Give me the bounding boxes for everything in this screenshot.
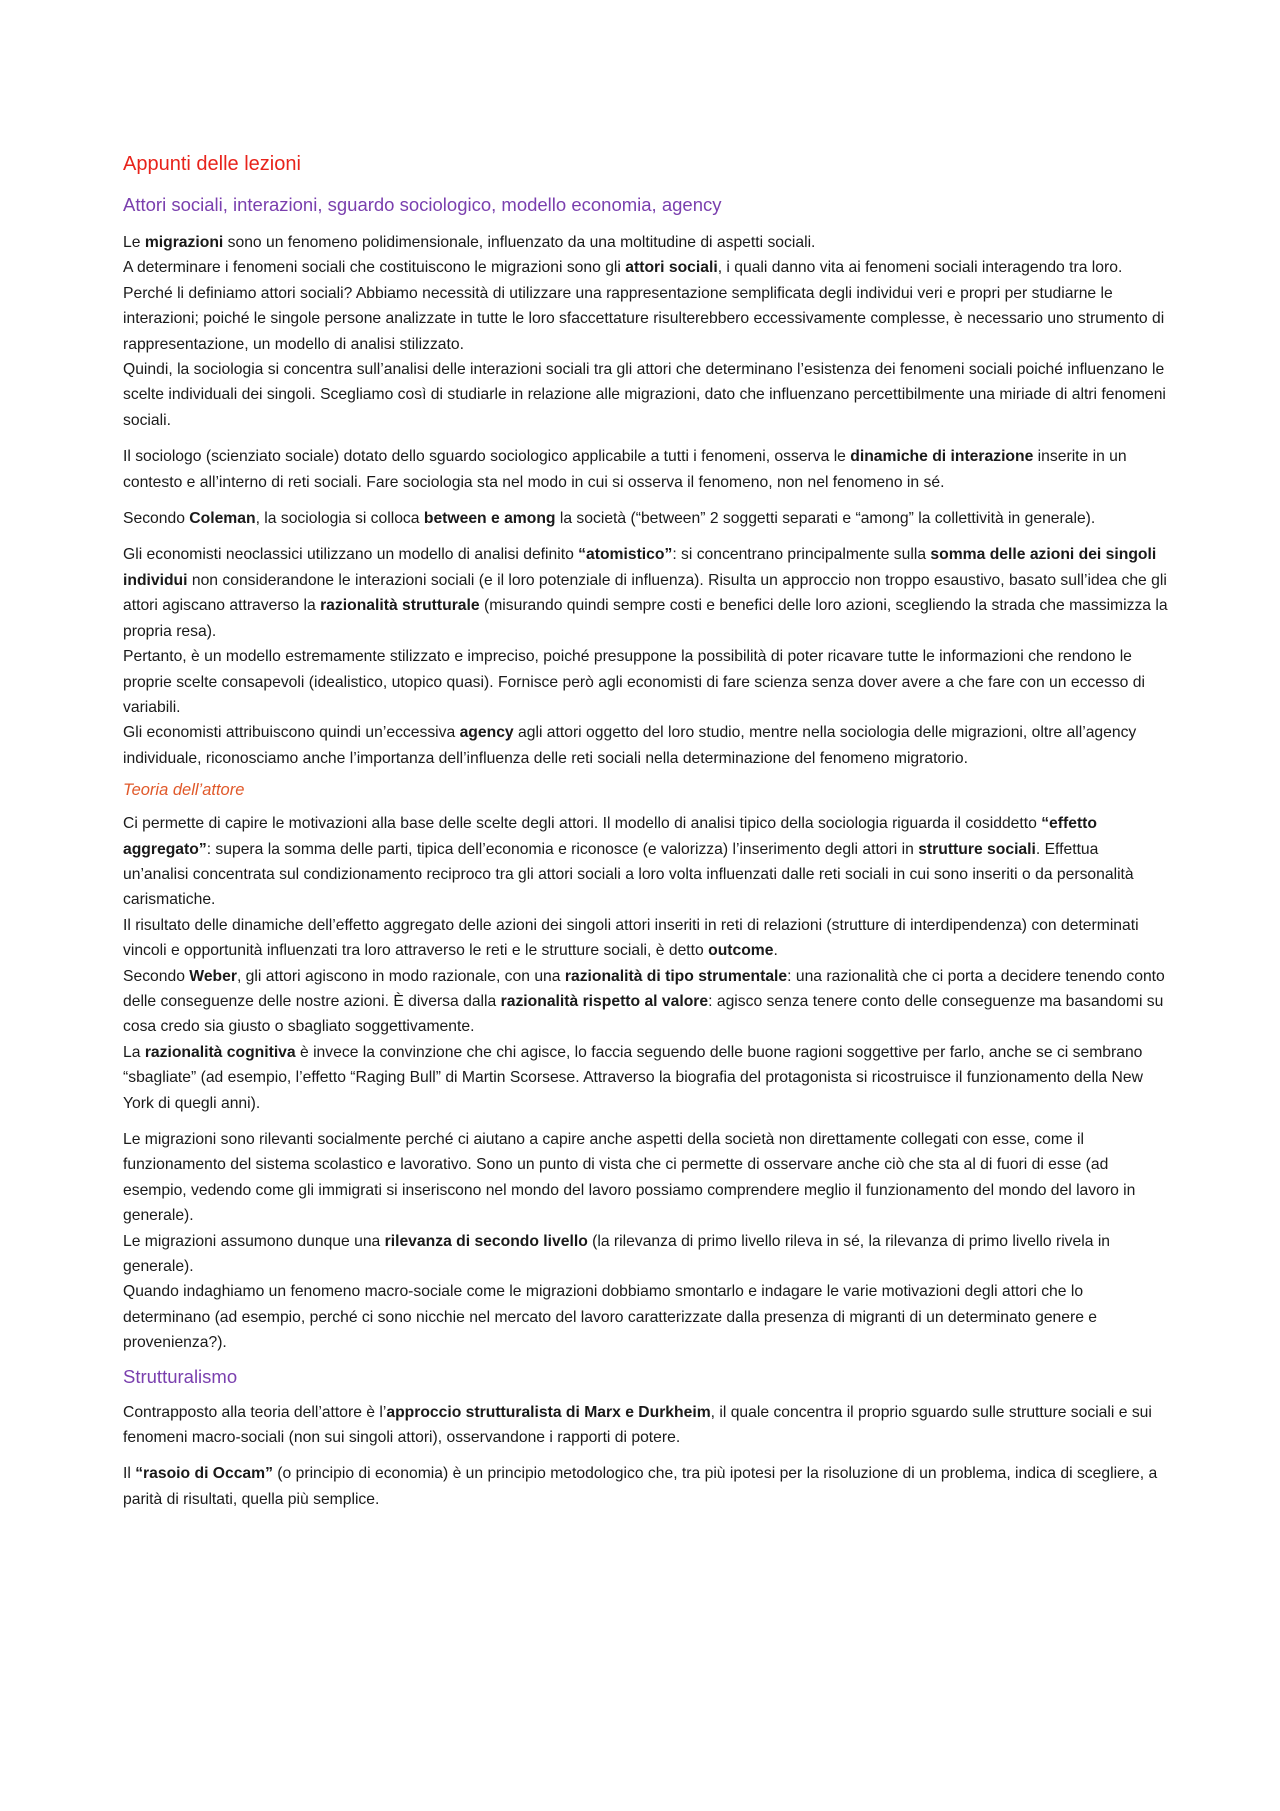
paragraph: Quindi, la sociologia si concentra sull’analisi delle interazioni sociali tra gli attori che determinano l’esistenza dei fenomeni sociali poiché influenzano le scelte individuali dei singoli. Scegliamo così di studiarle in relazione alle migrazioni, dato che influenzano percettibilmente una miriade di altri fenomeni sociali. [123,361,1166,429]
paragraph: Gli economisti neoclassici utilizzano un modello di analisi definito “atomistico”: si concentrano principalmente sulla somma delle azioni dei singoli individui non considerandone le interazioni sociali (e il loro potenziale di influenza). Risulta un approccio non troppo esaustivo, basato sull’idea che gli attori agiscano attraverso la razionalità strutturale (misurando quindi sempre costi e benefici delle loro azioni, scegliendo la strada che massimizza la propria resa). [123,546,1168,640]
document-title: Appunti delle lezioni [123,153,301,175]
paragraph: Pertanto, è un modello estremamente stilizzato e impreciso, poiché presuppone la possibilità di poter ricavare tutte le informazioni che rendono le proprie scelte consapevoli (idealistico, utopico quasi). Fornisce però agli economisti di fare scienza senza dover avere a che fare con un eccesso di variabili. [123,648,1145,716]
paragraph: Il risultato delle dinamiche dell’effetto aggregato delle azioni dei singoli attori inseriti in reti di relazioni (strutture di interdipendenza) con determinati vincoli e opportunità influenzati tra loro attraverso le reti e le strutture sociali, è detto outcome. [123,916,1139,960]
paragraph: Ci permette di capire le motivazioni alla base delle scelte degli attori. Il modello di analisi tipico della sociologia riguarda il cosiddetto “effetto aggregato”: supera la somma delle parti, tipica dell’economia e riconosce (e valorizza) l’inserimento degli attori in strutture sociali. Effettua un’analisi concentrata sul condizionamento reciproco tra gli attori sociali a loro volta influenzati dalle reti sociali in cui sono inseriti o da personalità carismatiche. [123,815,1134,909]
paragraph: Quando indaghiamo un fenomeno macro-sociale come le migrazioni dobbiamo smontarlo e indagare le varie motivazioni degli attori che lo determinano (ad esempio, perché ci sono nicchie nel mercato del lavoro caratterizzate dalla presenza di migranti di un determinato genere e provenienza?). [123,1283,1098,1352]
document-page [123,150,1168,1512]
paragraph: A determinare i fenomeni sociali che costituiscono le migrazioni sono gli attori sociali, i quali danno vita ai fenomeni sociali interagendo tra loro. [123,259,1123,277]
paragraph: Le migrazioni sono un fenomeno polidimensionale, influenzato da una moltitudine di aspetti sociali. [123,234,816,251]
paragraph: Il “rasoio di Occam” (o principio di economia) è un principio metodologico che, tra più ipotesi per la risoluzione di un problema, indica di scegliere, a parità di risultati, quella più semplice. [123,1465,1158,1508]
paragraph: La razionalità cognitiva è invece la convinzione che chi agisce, lo faccia seguendo delle buone ragioni soggettive per farlo, anche se ci sembrano “sbagliate” (ad esempio, l’effetto “Raging Bull” di Martin Scorsese. Attraverso la biografia del protagonista si ricostruisce il funzionamento della New York di quegli anni). [123,1043,1143,1112]
paragraph: Il sociologo (scienziato sociale) dotato dello sguardo sociologico applicabile a tutti i fenomeni, osserva le dinamiche di interazione inserite in un contesto e all’interno di reti sociali. Fare sociologia sta nel modo in cui si osserva il fenomeno, non nel fenomeno in sé. [123,448,1127,491]
section-heading-strutturalismo: Strutturalismo [123,1365,238,1387]
paragraph: Secondo Weber, gli attori agiscono in modo razionale, con una razionalità di tipo strumentale: una razionalità che ci porta a decidere tenendo conto delle conseguenze delle nostre azioni. È diversa dalla razionalità rispetto al valore: agisco senza tenere conto delle conseguenze ma basandomi su cosa credo sia giusto o sbagliato soggettivamente. [123,967,1165,1036]
paragraph: Gli economisti attribuiscono quindi un’eccessiva agency agli attori oggetto del loro studio, mentre nella sociologia delle migrazioni, oltre all’agency individuale, riconosciamo anche l’importanza dell’influenza delle reti sociali nella determinazione del fenomeno migratorio. [123,724,1137,767]
paragraph: Le migrazioni assumono dunque una rilevanza di secondo livello (la rilevanza di primo livello rileva in sé, la rilevanza di primo livello rivela in generale). [123,1232,1111,1276]
paragraph: Contrapposto alla teoria dell’attore è l’approccio strutturalista di Marx e Durkheim, il quale concentra il proprio sguardo sulle strutture sociali e sui fenomeni macro-sociali (non sui singoli attori), osservandone i rapporti di potere. [123,1403,1152,1447]
paragraph: Secondo Coleman, la sociologia si colloca between e among la società (“between” 2 soggetti separati e “among” la collettività in generale). [123,510,1096,528]
paragraph: Le migrazioni sono rilevanti socialmente perché ci aiutano a capire anche aspetti della società non direttamente collegati con esse, come il funzionamento del sistema scolastico e lavorativo. Sono un punto di vista che ci permette di osservare anche ciò che sta al di fuori di esse (ad esempio, vedendo come gli immigrati si inseriscono nel mondo del lavoro possiamo comprendere meglio il funzionamento del mondo del lavoro in generale). [123,1131,1136,1225]
section-heading-teoria-attore: Teoria dell’attore [123,781,245,800]
paragraph: Perché li definiamo attori sociali? Abbiamo necessità di utilizzare una rappresentazione semplificata degli individui veri e propri per studiarne le interazioni; poiché le singole persone analizzate in tutte le loro sfaccettature risulterebbero eccessivamente complesse, è necessario uno strumento di rappresentazione, un modello di analisi stilizzato. [123,284,1165,353]
section-heading-attori-sociali: Attori sociali, interazioni, sguardo sociologico, modello economia, agency [123,194,722,215]
